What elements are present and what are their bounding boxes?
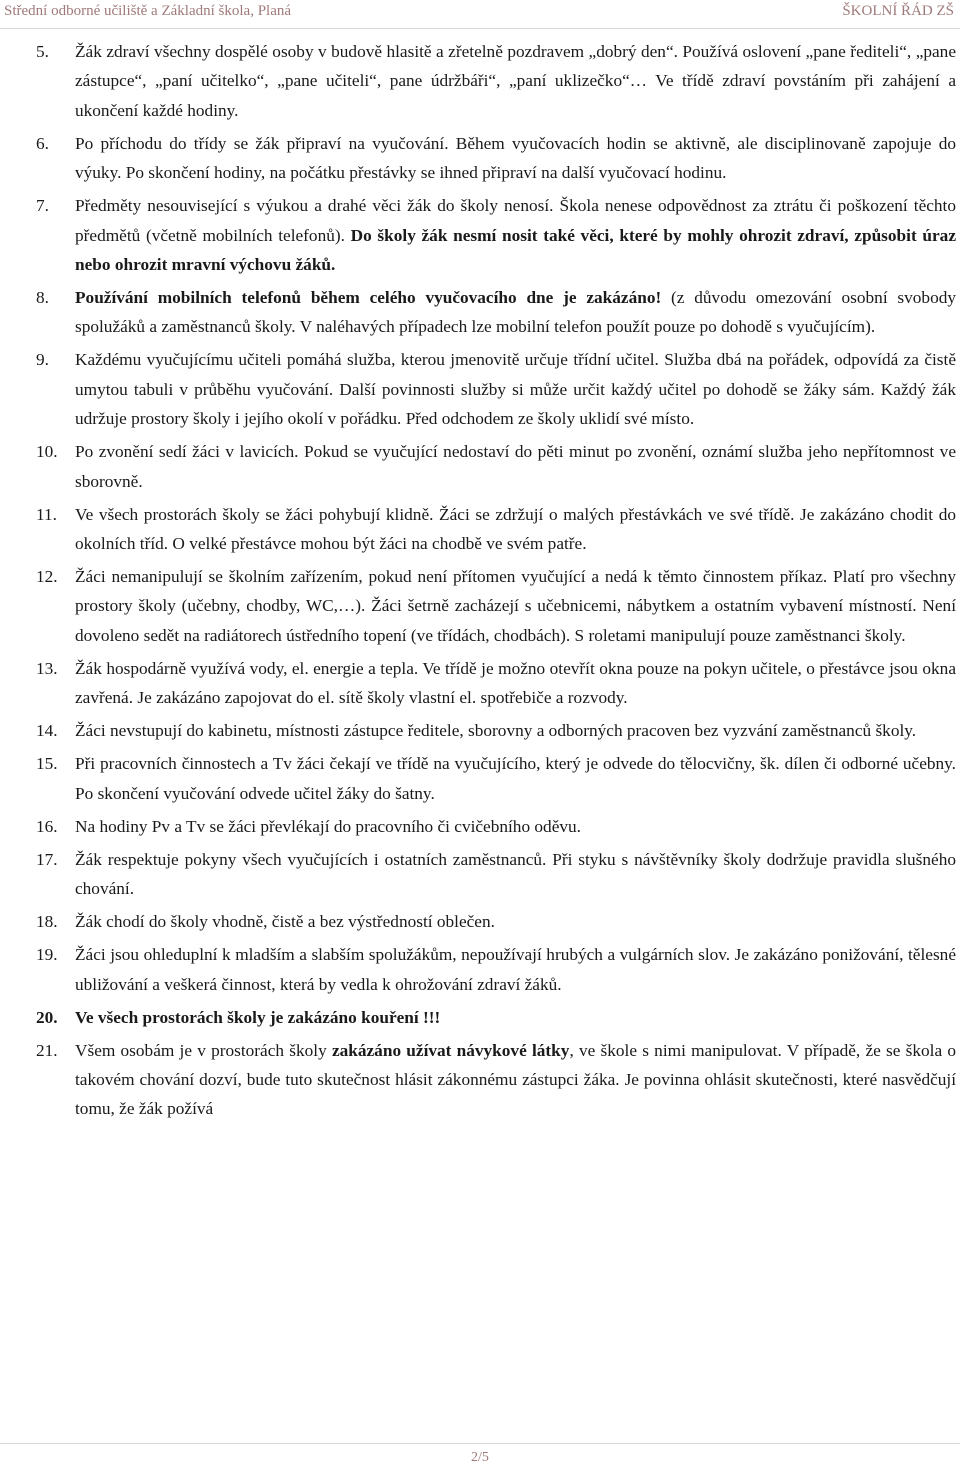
header-school-name: Střední odborné učiliště a Základní škola, Planá: [4, 3, 292, 19]
rule-item: [36, 749, 956, 808]
rule-text: [75, 345, 956, 433]
rule-number: 21.: [36, 1040, 58, 1060]
rule-text: [75, 812, 956, 841]
rule-item: [36, 812, 956, 841]
footer-divider: [0, 1443, 960, 1444]
rule-text: [75, 562, 956, 650]
rule-item: [36, 845, 956, 904]
rule-text: [75, 500, 956, 559]
rule-text: [75, 1036, 956, 1124]
rule-text-segment: Žák respektuje pokyny všech vyučujících i ostatních zaměstnanců. Při styku s návštěvníky školy dodržuje pravidla slušného chování.: [75, 849, 956, 899]
rule-text-segment: Žáci jsou ohleduplní k mladším a slabším spolužákům, nepoužívají hrubých a vulgárních slov. Je zakázáno ponižování, tělesné ubližování a veškerá činnost, která by vedla k ohrožování zdraví žáků.: [75, 945, 956, 994]
rule-number: 13.: [36, 658, 58, 678]
header-divider: [0, 28, 960, 29]
rule-text-segment: Žáci nemanipulují se školním zařízením, pokud není přítomen vyučující a nedá k těmto činnostem příkaz. Platí pro všechny prostory školy (učebny, chodby, WC,…). Žáci šetrně zacházejí s učebnicemi, nábytkem a ostatním vybavení místností. Není dovoleno sedět na radiátorech ústředního topení (ve třídách, chodbách). S roletami manipulují pouze zaměstnanci školy.: [75, 567, 956, 645]
header-document-title: ŠKOLNÍ ŘÁD ZŠ: [842, 3, 954, 19]
rule-text-segment: Žák chodí do školy vhodně, čistě a bez výstředností oblečen.: [75, 912, 495, 932]
rule-text: [75, 283, 956, 342]
rule-item: [36, 191, 956, 279]
rule-item: [36, 500, 956, 559]
rule-text-bold: zakázáno užívat návykové látky: [331, 1040, 570, 1060]
rule-text-segment: Po zvonění sedí žáci v lavicích. Pokud se vyučující nedostaví do pěti minut po zvonění, oznámí služba jeho nepřítomnost ve sborovně.: [75, 442, 956, 491]
rule-number: 11.: [36, 504, 57, 524]
rule-text: [75, 749, 956, 808]
rule-item: [36, 1003, 956, 1032]
rule-text-segment: Žák zdraví všechny dospělé osoby v budově hlasitě a zřetelně pozdravem „dobrý den“. Používá oslovení „pane řediteli“, „pane zástupce“, „paní učitelko“, „pane učiteli“, pane údržbáři“, „paní uklizečko“… Ve třídě zdraví povstáním při zahájení a ukončení každé hodiny.: [75, 42, 956, 120]
rule-text-segment: Předměty nesouvisející s výukou a drahé věci žák do školy nenosí. Škola nenese odpovědnost za ztrátu či poškození těchto předmětů (včetně mobilních telefonů).: [75, 196, 956, 245]
rule-text-segment: Na hodiny Pv a Tv se žáci převlékají do pracovního či cvičebního oděvu.: [75, 816, 581, 836]
rule-number: 17.: [36, 849, 58, 869]
rule-item: [36, 283, 956, 342]
rules-list: [36, 37, 956, 1127]
rule-text-segment: Ve všech prostorách školy se žáci pohybují klidně. Žáci se zdržují o malých přestávkách ve své třídě. Je zakázáno chodit do okolních tříd. O velké přestávce mohou být žáci na chodbě ve svém patře.: [75, 504, 956, 554]
rule-text-bold: Do školy žák nesmí nosit také věci, které by mohly ohrozit zdraví, způsobit úraz nebo ohrozit mravní výchovu žáků.: [75, 225, 956, 275]
rule-text: [75, 437, 956, 496]
rule-number: 8.: [36, 288, 49, 308]
rule-item: [36, 654, 956, 713]
rule-item: [36, 345, 956, 433]
rule-item: [36, 940, 956, 999]
rule-text: [75, 654, 956, 713]
rule-number: 14.: [36, 721, 58, 741]
rule-text: [75, 716, 956, 745]
rule-text: [75, 940, 956, 999]
rule-text-segment: Každému vyučujícímu učiteli pomáhá služba, kterou jmenovitě určuje třídní učitel. Služba dbá na pořádek, odpovídá za čistě umytou tabuli v průběhu vyučování. Další povinnosti služby si může určit každý učitel po dohodě se žáky sám. Každý žák udržuje prostory školy i jejího okolí v pořádku. Před odchodem ze školy uklidí své místo.: [75, 350, 956, 429]
rule-item: [36, 907, 956, 936]
rule-text-segment: Žák hospodárně využívá vody, el. energie a tepla. Ve třídě je možno otevřít okna pouze na pokyn učitele, o přestávce jsou okna zavřená. Je zakázáno zapojovat do el. sítě školy vlastní el. spotřebiče a rozvody.: [75, 658, 956, 708]
rule-number: 16.: [36, 816, 58, 836]
rule-text: [75, 37, 956, 125]
rule-text-bold: Používání mobilních telefonů během celého vyučovacího dne je zakázáno!: [75, 288, 662, 308]
rule-text-segment: Při pracovních činnostech a Tv žáci čekají ve třídě na vyučujícího, který je odvede do tělocvičny, šk. dílen či odborné učebny. Po skončení vyučování odvede učitel žáky do šatny.: [75, 754, 956, 803]
rule-text-segment: Žáci nevstupují do kabinetu, místnosti zástupce ředitele, sborovny a odborných pracoven bez vyzvání zaměstnanců školy.: [75, 721, 917, 741]
rule-number: 20.: [36, 1007, 58, 1027]
rule-text: [75, 191, 956, 279]
rule-text: [75, 1003, 956, 1032]
rule-number: 12.: [36, 567, 58, 587]
rule-number: 7.: [36, 196, 49, 216]
rule-number: 15.: [36, 754, 58, 774]
rule-number: 10.: [36, 442, 58, 462]
rule-item: [36, 37, 956, 125]
rule-number: 6.: [36, 133, 49, 153]
rule-number: 18.: [36, 912, 58, 932]
rule-text-bold: Ve všech prostorách školy je zakázáno kouření !!!: [75, 1007, 441, 1027]
page-header: [0, 0, 960, 26]
rule-item: [36, 562, 956, 650]
rule-item: [36, 716, 956, 745]
rule-text-segment: (z důvodu omezování osobní svobody spolužáků a zaměstnanců školy. V naléhavých případech lze mobilní telefon použít pouze po dohodě s vyučujícím).: [75, 288, 956, 337]
page-number: 2/5: [471, 1450, 489, 1465]
rule-text: [75, 907, 956, 936]
rule-item: [36, 129, 956, 188]
rule-item: [36, 437, 956, 496]
rule-text-segment: Po příchodu do třídy se žák připraví na vyučování. Během vyučovacích hodin se aktivně, ale disciplinovaně zapojuje do výuky. Po skončení hodiny, na počátku přestávky se ihned připraví na další vyučovací hodinu.: [75, 133, 956, 183]
rule-number: 5.: [36, 42, 49, 61]
rule-text-segment: Všem osobám je v prostorách školy: [75, 1040, 332, 1060]
rule-text: [75, 845, 956, 904]
rule-item: [36, 1036, 956, 1124]
rule-text: [75, 129, 956, 188]
rule-text-segment: , ve škole s nimi manipulovat. V případě, že se škola o takovém chování dozví, bude tuto skutečnost hlásit zákonnému zástupci žáka. Je povinna ohlásit skutečnosti, které nasvědčují tomu, že žák požívá: [75, 1040, 957, 1119]
rule-number: 19.: [36, 945, 58, 965]
rule-number: 9.: [36, 350, 49, 370]
